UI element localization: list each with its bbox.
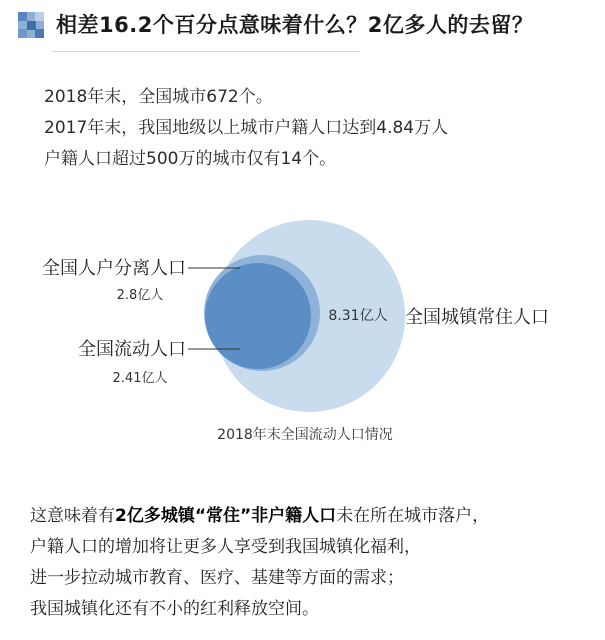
household-separated-label: 全国人户分离人口 xyxy=(42,258,186,279)
household-separated-value: 2.8亿人 xyxy=(116,288,164,303)
conclusion-text xyxy=(30,501,489,625)
floating-population-circle xyxy=(205,263,311,369)
conclusion-text-pre: 这意味着有 xyxy=(30,506,115,526)
page-title: 相差16.2个百分点意味着什么？2亿多人的去留？ xyxy=(56,13,534,37)
floating-population-value: 2.41亿人 xyxy=(112,371,168,386)
intro-line: 户籍人口超过500万的城市仅有14个。 xyxy=(44,149,337,169)
intro-line: 2018年末，全国城市672个。 xyxy=(44,87,273,107)
diagram-caption: 2018年末全国流动人口情况 xyxy=(217,427,393,443)
urban-resident-label: 全国城镇常住人口 xyxy=(405,307,549,328)
conclusion-highlight: 2亿多城镇“常住”非户籍人口 xyxy=(115,506,337,526)
conclusion-line xyxy=(30,501,489,532)
conclusion-text-post: 未在所在城市落户， xyxy=(336,506,490,526)
conclusion-line: 我国城镇化还有不小的红利释放空间。 xyxy=(30,599,319,619)
intro-line: 2017年末，我国地级以上城市户籍人口达到4.84万人 xyxy=(44,118,449,138)
floating-population-label: 全国流动人口 xyxy=(78,339,186,360)
conclusion-line: 进一步拉动城市教育、医疗、基建等方面的需求； xyxy=(30,568,404,588)
urban-resident-value: 8.31亿人 xyxy=(328,308,388,324)
conclusion-line: 户籍人口的增加将让更多人享受到我国城镇化福利， xyxy=(30,537,421,557)
